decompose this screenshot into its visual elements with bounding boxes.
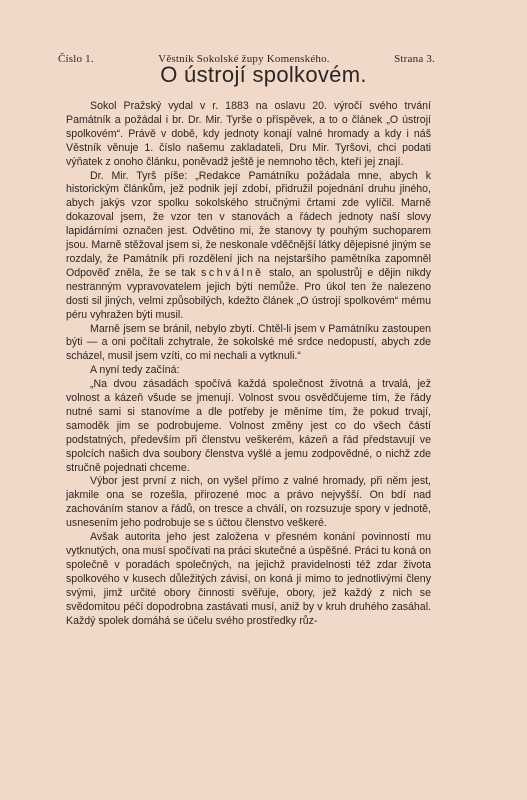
paragraph-quote-start xyxy=(66,170,431,323)
emphasized-word: schválně xyxy=(201,266,264,279)
article-title: O ústrojí spolkovém. xyxy=(160,62,367,87)
article-body xyxy=(66,100,431,628)
paragraph-begins: A nyní tedy začíná: xyxy=(90,364,180,377)
paragraph-committee: Výbor jest první z nich, on vyšel přímo z valné hromady, při něm jest, jakmile ona se rozešla, přirozené moc a právo nejvyšší. On bdí nad zachováním stanov a řádů, on tresce a chválí, on rozsuzuje spory v jednotě, usnesením jeho podrobuje se s účtou členstvo veškeré. xyxy=(66,475,431,530)
paragraph-quote-start-text: Dr. Mir. Tyrš píše: „Redakce Památníku požádala mne, abych k historickým článkům, jež podnik její zdobí, přidružil pojednání druhu jiného, abych jakýs vzor spolku sokolského stručnými črtami zde vylíčil. Marně dokazoval jsem, že vzor ten v stanovách a řádech jednoty naší slovy lapidárními označen jest. Odvětino mi, že stanovy ty pouhým suchoparem jsou. Marně stěžoval jsem si, že neskonale vděčnější látky dějepisné jiným se rozdaly, že Památník při rozdělení jich na nejstaršího pamětníka zapomněl Odpověď zněla, že se tak xyxy=(66,169,431,279)
paragraph-quote-start-cont: stalo, an spolustrůj e dějin nikdy nestranným vypravovatelem jejich býti nemůže. Pro úkol ten že nalezeno dosti sil jiných, velmi způsobilých, kdežto článek „O ústrojí spolkovém“ mému péru vyhražen býti musil. xyxy=(66,266,431,321)
paragraph-intro: Sokol Pražský vydal v r. 1883 na oslavu 20. výročí svého trvání Památník a požádal i br. Dr. Mir. Tyrše o příspěvek, a to o článek „O ústrojí spolkovém“. Právě v době, kdy jednoty konají valné hromady a kdy i náš Věstník věnuje 1. číslo našemu zakladateli, Dru Mir. Tyršovi, chci podati výňatek z onoho článku, poněvadž ještě je nemnoho těch, kteří jej znají. xyxy=(66,100,431,168)
journal-title: Věstník Sokolské župy Komenského. xyxy=(158,53,330,65)
paragraph-refusal: Marně jsem se bránil, nebylo zbytí. Chtěl-li jsem v Památníku zastoupen býti — a oni počítali zchytrale, že sokolské mé srdce nedopustí, abych zde scházel, musil jsem vzíti, co mi nechali a vytknuli.“ xyxy=(66,322,431,363)
issue-number: Číslo 1. xyxy=(58,53,94,65)
page-number: Strana 3. xyxy=(394,53,435,65)
paragraph-authority: Avšak autorita jeho jest založena v přesném konání povinností mu vytknutých, ona musí spočívati na práci skutečné a úspěšné. Práci tu koná on společně v poradách společných, na jejichž pravidelnosti též zdar života spolkového v kusech důležitých závisí, on koná ji mimo to jednotlivými členy svými, jimž určité obory činnosti svěřuje, obory, jež každý z nich se svědomitou péčí dopodrobna zastávati musí, aniž by v kruh druhého zasáhal. Každý spolek domáhá se účelu svého prostředky růz- xyxy=(66,531,431,627)
paragraph-principles: „Na dvou zásadách spočívá každá společnost životná a trvalá, jež volnost a kázeň všude se jmenují. Volnost svou osvědčujeme tím, že řády nutné sami si stanovíme a dle potřeby je měníme tím, že pokud trvají, samoděk jim se podrobujeme. Volnost změny jest co do všech částí podstatných, především při členstvu veškerém, kázeň a řád představují ve spolcích našich dva soubory členstva vyšlé a jemu zodpovědné, o nichž zde stručně pojednati chceme. xyxy=(66,378,431,474)
